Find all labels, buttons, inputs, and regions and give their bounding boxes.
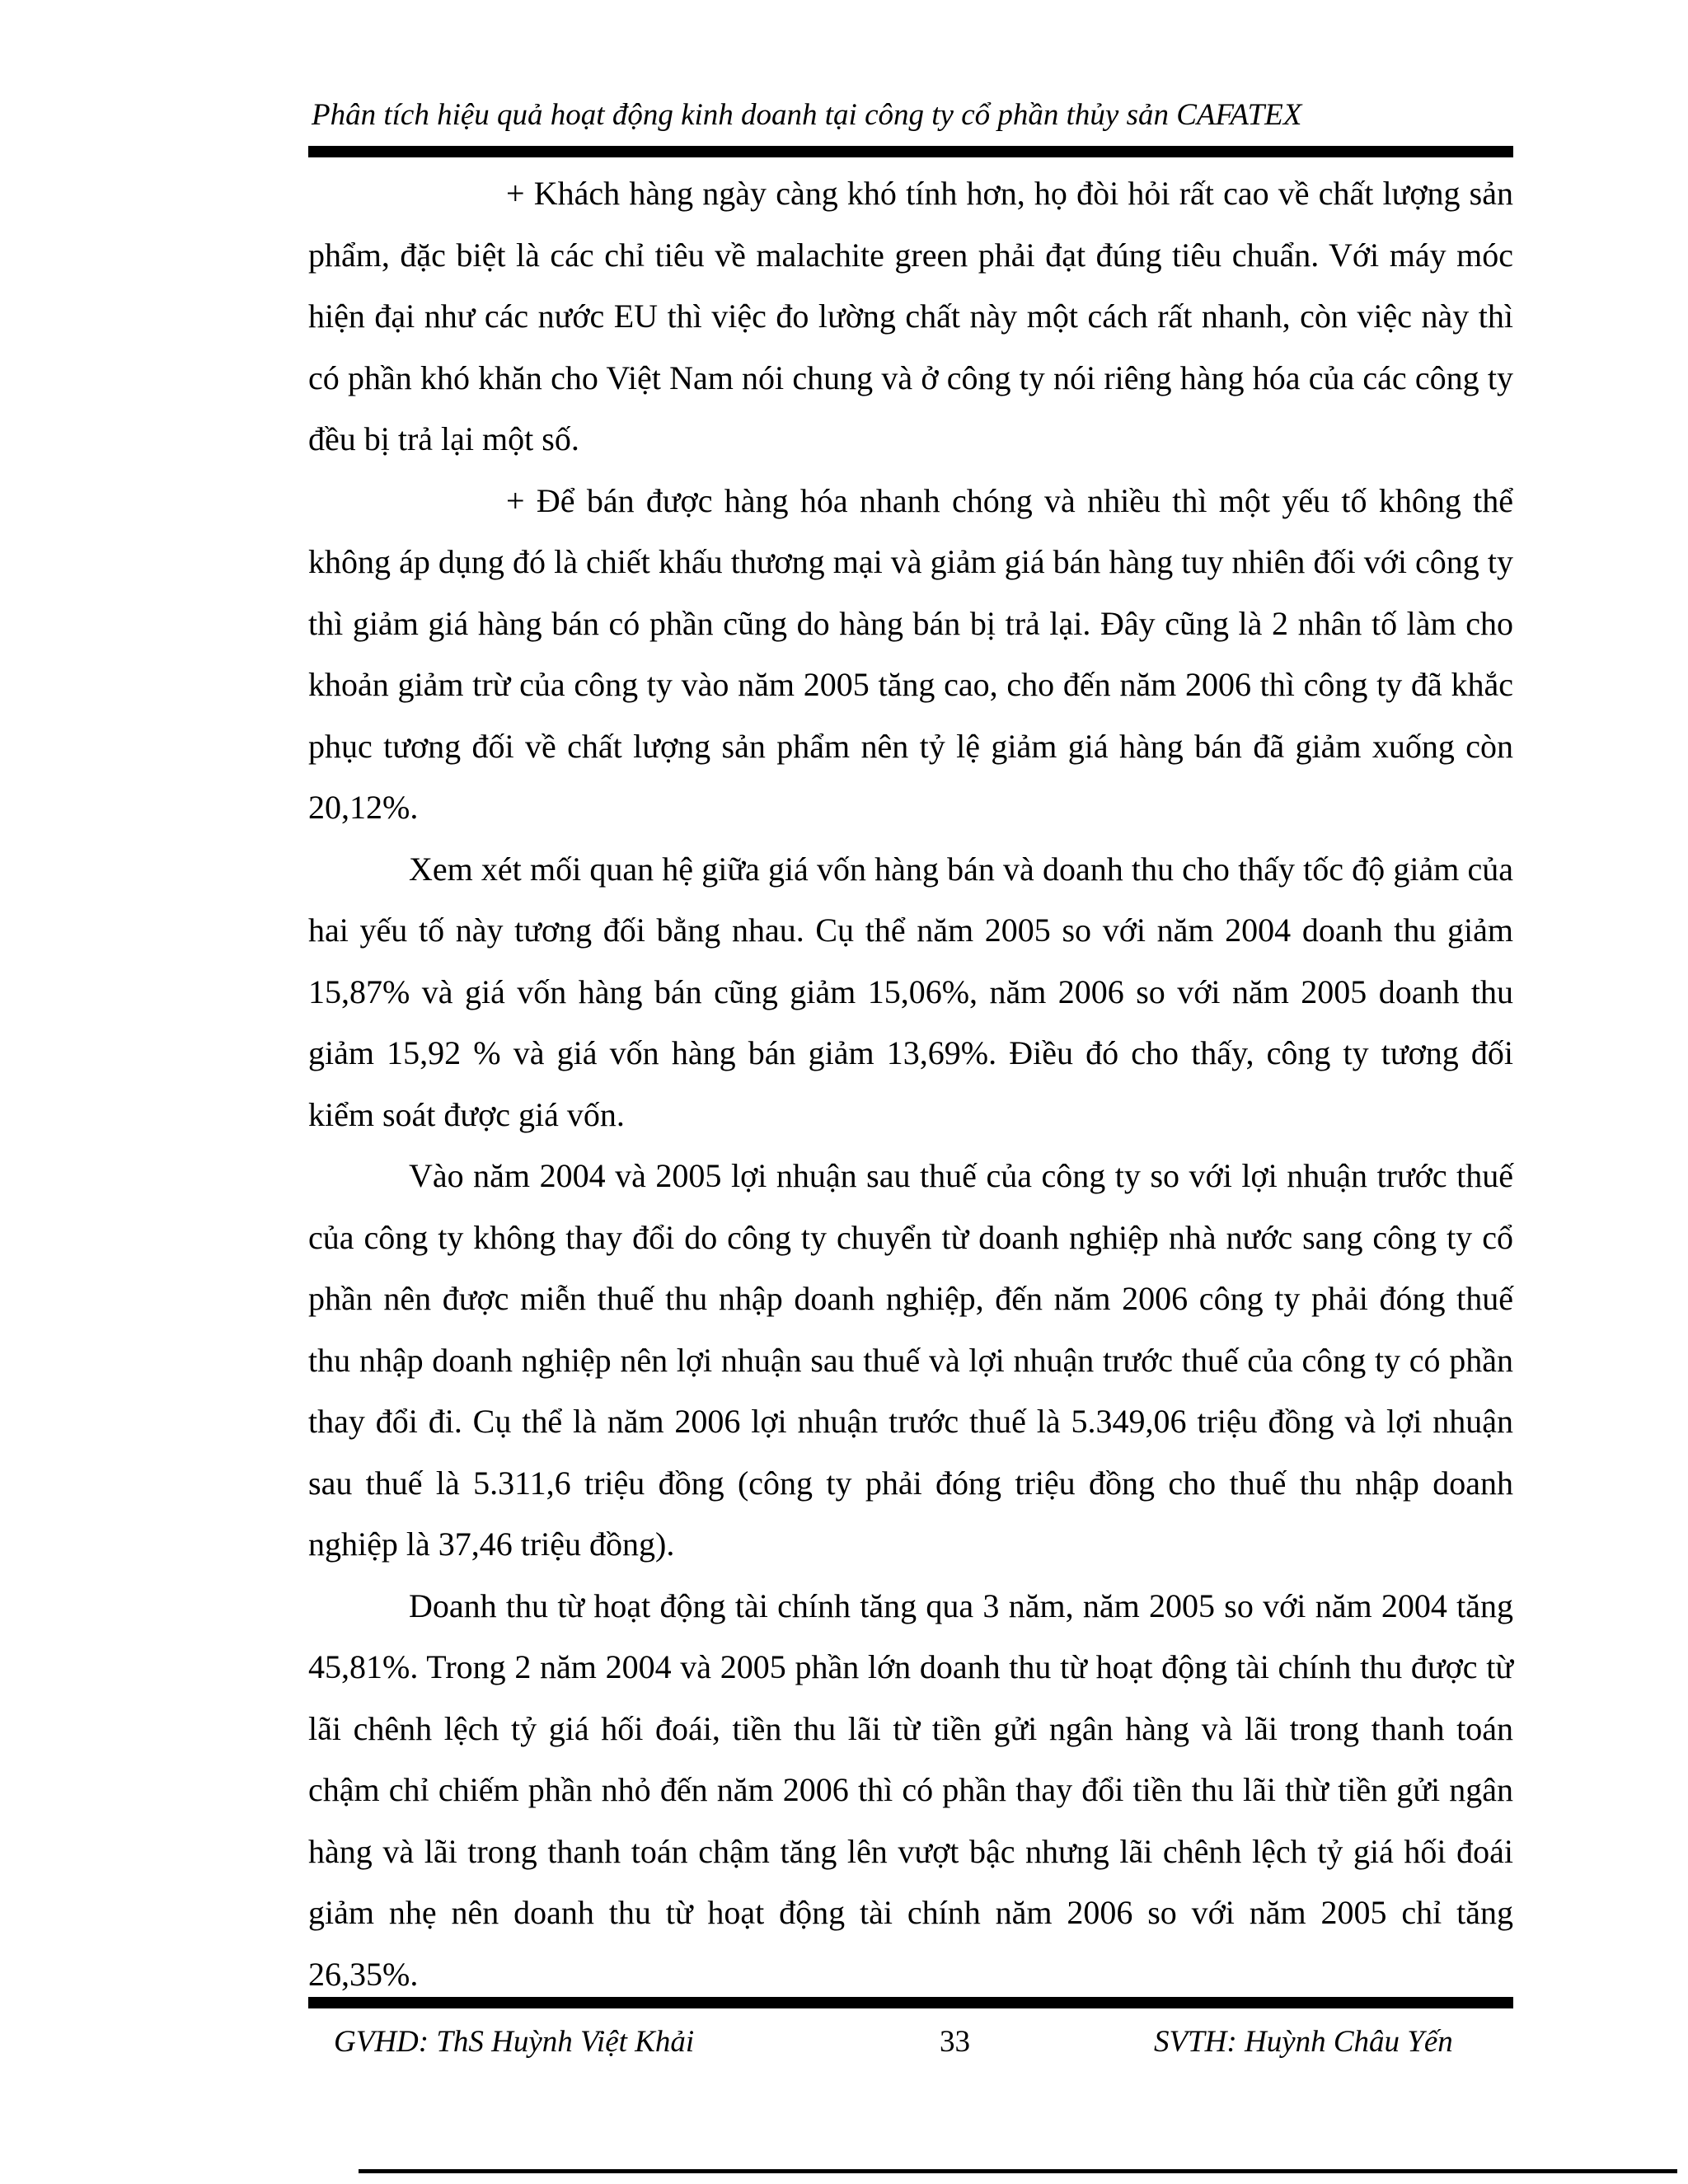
footer-advisor: GVHD: ThS Huỳnh Việt Khải <box>334 2025 695 2059</box>
paragraph-profit-tax: Vào năm 2004 và 2005 lợi nhuận sau thuế của công ty so với lợi nhuận trước thuế của công ty không thay đổi do công ty chuyển từ doanh nghiệp nhà nước sang công ty cổ phần nên được miễn thuế thu nhập doanh nghiệp, đến năm 2006 công ty phải đóng thuế thu nhập doanh nghiệp nên lợi nhuận sau thuế và lợi nhuận trước thuế của công ty có phần thay đổi đi. Cụ thể là năm 2006 lợi nhuận trước thuế là 5.349,06 triệu đồng và lợi nhuận sau thuế là 5.311,6 triệu đồng (công ty phải đóng triệu đồng cho thuế thu nhập doanh nghiệp là 37,46 triệu đồng). <box>308 1157 1513 1563</box>
page-number: 33 <box>940 2025 970 2059</box>
footer-rule <box>308 1997 1513 2008</box>
paragraph-customer-quality: + Khách hàng ngày càng khó tính hơn, họ đòi hỏi rất cao về chất lượng sản phẩm, đặc biệt là các chỉ tiêu về malachite green phải đạt đúng tiêu chuẩn. Với máy móc hiện đại như các nước EU thì việc đo lường chất này một cách rất nhanh, còn việc này thì có phần khó khăn cho Việt Nam nói chung và ở công ty nói riêng hàng hóa của các công ty đều bị trả lại một số. <box>308 175 1513 457</box>
footer-student: SVTH: Huỳnh Châu Yến <box>1154 2025 1453 2059</box>
paragraph-discounts: + Để bán được hàng hóa nhanh chóng và nhiều thì một yếu tố không thể không áp dụng đó là chiết khấu thương mại và giảm giá bán hàng tuy nhiên đối với công ty thì giảm giá hàng bán có phần cũng do hàng bán bị trả lại. Đây cũng là 2 nhân tố làm cho khoản giảm trừ của công ty vào năm 2005 tăng cao, cho đến năm 2006 thì công ty đã khắc phục tương đối về chất lượng sản phẩm nên tỷ lệ giảm giá hàng bán đã giảm xuống còn 20,12%. <box>308 481 1513 826</box>
paragraph-cost-vs-revenue: Xem xét mối quan hệ giữa giá vốn hàng bán và doanh thu cho thấy tốc độ giảm của hai yếu tố này tương đối bằng nhau. Cụ thể năm 2005 so với năm 2004 doanh thu giảm 15,87% và giá vốn hàng bán cũng giảm 15,06%, năm 2006 so với năm 2005 doanh thu giảm 15,92 % và giá vốn hàng bán giảm 13,69%. Điều đó cho thấy, công ty tương đối kiểm soát được giá vốn. <box>308 850 1513 1133</box>
running-header-title: Phân tích hiệu quả hoạt động kinh doanh tại công ty cổ phần thủy sản CAFATEX <box>312 98 1302 132</box>
bottom-edge-line <box>359 2169 1677 2173</box>
page-body <box>308 163 1513 2005</box>
header-rule <box>308 146 1513 157</box>
paragraph-financial-revenue: Doanh thu từ hoạt động tài chính tăng qua 3 năm, năm 2005 so với năm 2004 tăng 45,81%. Trong 2 năm 2004 và 2005 phần lớn doanh thu từ hoạt động tài chính thu được từ lãi chênh lệch tỷ giá hối đoái, tiền thu lãi từ tiền gửi ngân hàng và lãi trong thanh toán chậm chỉ chiếm phần nhỏ đến năm 2006 thì có phần thay đổi tiền thu lãi thừ tiền gửi ngân hàng và lãi trong thanh toán chậm tăng lên vượt bậc nhưng lãi chênh lệch tỷ giá hối đoái giảm nhẹ nên doanh thu từ hoạt động tài chính năm 2006 so với năm 2005 chỉ tăng 26,35%. <box>308 1586 1513 1993</box>
